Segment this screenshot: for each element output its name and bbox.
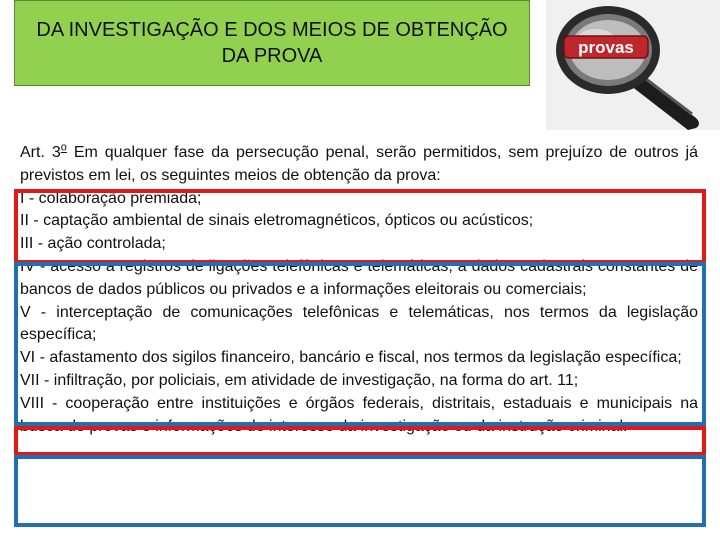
magnifier-icon bbox=[546, 0, 720, 130]
article-ordinal: o bbox=[60, 141, 67, 154]
provas-logo bbox=[546, 0, 720, 130]
article-intro bbox=[20, 142, 698, 188]
list-item-vi: VI - afastamento dos sigilos financeiro, bancário e fiscal, nos termos da legislação específica; bbox=[20, 349, 682, 367]
article-intro-text: Em qualquer fase da persecução penal, serão permitidos, sem prejuízo de outros já previstos em lei, os seguintes meios de obtenção da prova: bbox=[20, 144, 699, 184]
list-item-viii: VIII - cooperação entre instituições e órgãos federais, distritais, estaduais e municipais na busca de provas e informações de interesse da investigação ou da instrução criminal. bbox=[20, 394, 698, 435]
logo-label: provas bbox=[578, 38, 634, 57]
list-item-ii: II - captação ambiental de sinais eletromagnéticos, ópticos ou acústicos; bbox=[20, 212, 534, 230]
highlight-box-items-iv-vi bbox=[14, 262, 706, 426]
highlight-box-item-vii bbox=[14, 426, 706, 456]
article-number: Art. 3 bbox=[20, 144, 61, 161]
slide-title-text: DA INVESTIGAÇÃO E DOS MEIOS DE OBTENÇÃO DA PROVA bbox=[36, 19, 508, 67]
list-item-i: I - colaboração premiada; bbox=[20, 189, 202, 207]
list-item-iv: IV - acesso a registros de ligações telefônicas e telemáticas, a dados cadastrais constantes de bancos de dados públicos ou privados e a informações eleitorais ou comerciais; bbox=[20, 257, 698, 298]
list-item-v: V - interceptação de comunicações telefônicas e telemáticas, nos termos da legislação específica; bbox=[20, 303, 698, 344]
slide-title bbox=[14, 0, 530, 86]
list-item-vii: VII - infiltração, por policiais, em atividade de investigação, na forma do art. 11; bbox=[20, 371, 579, 389]
list-item-iii: III - ação controlada; bbox=[20, 235, 166, 253]
highlight-box-items-i-iii bbox=[14, 189, 706, 264]
highlight-box-item-viii bbox=[14, 455, 706, 527]
